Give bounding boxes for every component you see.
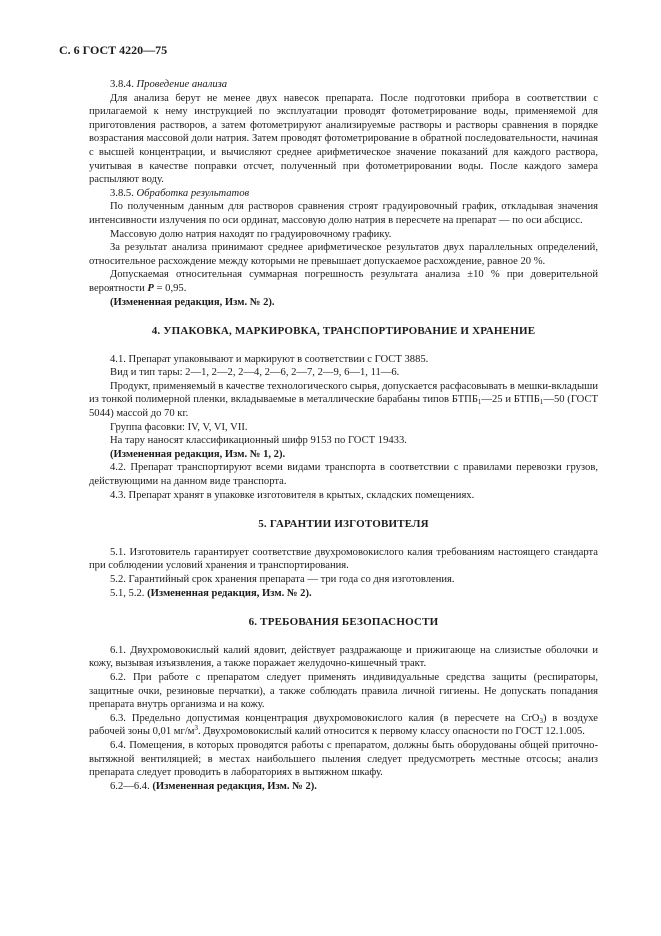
clause-number: 3.8.5. — [110, 187, 134, 199]
page-header: С. 6 ГОСТ 4220—75 — [59, 43, 168, 57]
clause-4-1: 4.1. Препарат упаковывают и маркируют в соответствии с ГОСТ 3885. — [110, 353, 429, 365]
clause-4-1-packing-group: Группа фасовки: IV, V, VI, VII. — [110, 421, 248, 433]
clause-number: 3.8.4. — [110, 79, 134, 90]
clause-6-1: 6.1. Двухромовокислый калий ядовит, действует раздражающе и прижигающе на слизистые оболочки и кожу, вызывая изъязвления, а также поражает желудочно-кишечный тракт. — [89, 644, 598, 670]
section-5-title: 5. ГАРАНТИИ ИЗГОТОВИТЕЛЯ — [258, 518, 429, 531]
clause-6-2: 6.2. При работе с препаратом следует применять индивидуальные средства защиты (респираторы, защитные очки, резиновые перчатки), а также соблюдать правила личной гигиены. Не допускать попадания препарата внутрь организма и на кожу. — [89, 671, 598, 711]
clause-title: Проведение анализа — [136, 79, 228, 90]
clause-3-8-5-text-1: По полученным данным для растворов сравнения строят градуировочный график, откладывая значения интенсивности излучения по оси ординат, массовую долю натрия в пересчете на препарат — по оси абсцисс. — [89, 201, 598, 226]
clause-3-8-4-heading — [89, 78, 598, 92]
amendment-note: (Измененная редакция, Изм. № 1, 2). — [110, 448, 286, 460]
amendment-note: (Измененная редакция, Изм. № 2). — [152, 780, 317, 792]
clause-title: Обработка результатов — [136, 187, 250, 199]
clause-4-1-container-types: Вид и тип тары: 2—1, 2—2, 2—4, 2—6, 2—7, 2—9, 6—1, 11—6. — [110, 367, 400, 379]
document-body — [89, 78, 598, 793]
section-4-title: 4. УПАКОВКА, МАРКИРОВКА, ТРАНСПОРТИРОВАНИЕ И ХРАНЕНИЕ — [151, 325, 536, 338]
amendment-note: (Измененная редакция, Изм. № 2). — [147, 587, 312, 599]
clause-4-2: 4.2. Препарат транспортируют всеми видами транспорта в соответствии с правилами перевозки грузов, действующими на данном виде транспорта. — [89, 462, 598, 488]
clause-3-8-5-heading — [89, 187, 598, 201]
clause-3-8-4-text: Для анализа берут не менее двух навесок препарата. После подготовки прибора в соответствии с прилагаемой к нему инструкцией по эксплуатации проводят фотометрирование воды, применяемой для приготовления растворов, а затем фотометрируют анализируемые растворы и растворы сравнения в порядке возрастания массовой доли натрия. Затем проводят фотометрирование в обратной последовательности, начиная с высшей концентрации, и вычисляют среднее арифметическое значение показаний для каждого раствора, учитывая в качестве поправки отсчет, полученный при фотометрировании воды. После каждого замера распыляют воду. — [89, 92, 598, 186]
clause-5-amendment: 5.1, 5.2. (Измененная редакция, Изм. № 2). — [110, 587, 312, 599]
clause-6-4: 6.4. Помещения, в которых проводятся работы с препаратом, должны быть оборудованы общей приточно-вытяжной вентиляцией; в местах наибольшего пыления следует предусмотреть местные отсосы; анализ препарата следует проводить в лабораториях в вытяжном шкафу. — [89, 739, 598, 779]
clause-5-1: 5.1. Изготовитель гарантирует соответствие двухромовокислого калия требованиям настоящего стандарта при соблюдении условий хранения и транспортирования. — [89, 546, 598, 572]
clause-6-amendment: 6.2—6.4. (Измененная редакция, Изм. № 2). — [110, 780, 317, 792]
clause-3-8-5-text-4: Допускаемая относительная суммарная погрешность результата анализа ±10 % при доверительной вероятности P = 0,95. — [89, 269, 598, 294]
amendment-note: (Измененная редакция, Изм. № 2). — [110, 296, 275, 308]
clause-4-1-packaging: Продукт, применяемый в качестве технологического сырья, допускается расфасовывать в мешки-вкладыши из тонкой полимерной пленки, вкладываемые в металлические барабаны типов $БТПБ_1—25$ и $БТПБ_1—50$ (ГОСТ 5044) массой до 70 кг. — [89, 380, 598, 420]
clause-3-8-5-text-2: Массовую долю натрия находят по градуировочному графику. — [110, 228, 392, 240]
clause-3-8-5-text-3: За результат анализа принимают среднее арифметическое результатов двух параллельных определений, относительное расхождение между которыми не превышает допускаемое расхождение, равное 20 %. — [89, 242, 598, 267]
section-6-title: 6. ТРЕБОВАНИЯ БЕЗОПАСНОСТИ — [248, 616, 439, 629]
clause-4-3: 4.3. Препарат хранят в упаковке изготовителя в крытых, складских помещениях. — [110, 489, 475, 501]
clause-4-1-classification: На тару наносят классификационный шифр 9153 по ГОСТ 19433. — [110, 435, 407, 447]
variable-p: P — [147, 282, 154, 294]
clause-5-2: 5.2. Гарантийный срок хранения препарата — три года со дня изготовления. — [110, 574, 455, 585]
clause-6-3: 6.3. Предельно допустимая концентрация двухромовокислого калия (в пересчете на CrO$_3$) в воздухе рабочей зоны 0,01 $мг/м^3$. Двухромовокислый калий относится к первому классу опасности по ГОСТ 12.1.005. — [89, 712, 599, 738]
